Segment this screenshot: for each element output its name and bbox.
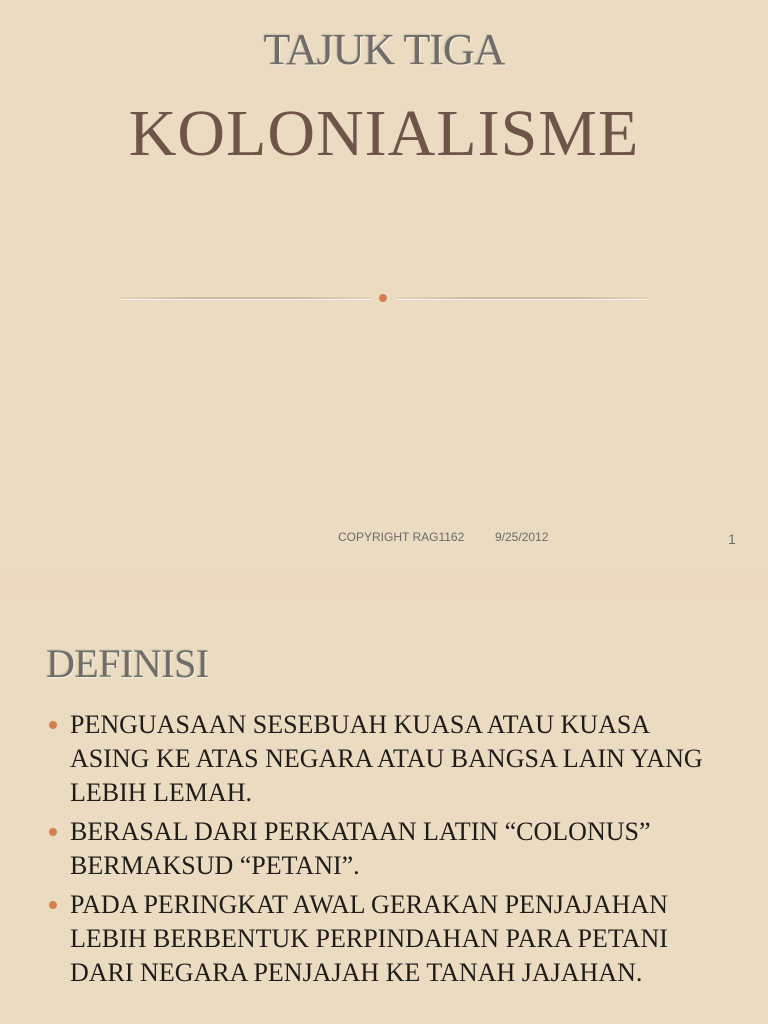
bullet-item <box>48 888 728 990</box>
bullet-text: PENGUASAAN SESEBUAH KUASA ATAU KUASA ASING KE ATAS NEGARA ATAU BANGSA LAIN YANG LEBIH LEMAH. <box>70 710 703 807</box>
bullet-text: BERASAL DARI PERKATAAN LATIN “COLONUS” BERMAKSUD “PETANI”. <box>70 817 651 880</box>
slide-heading: DEFINISI <box>46 641 209 686</box>
page-number: 1 <box>728 531 736 547</box>
slide-title-text: KOLONIALISME <box>128 97 640 170</box>
title-divider <box>120 292 648 304</box>
bullet-dot-icon <box>49 828 57 836</box>
divider-line-left <box>120 297 372 299</box>
slide-definition <box>0 600 768 1024</box>
bullet-item <box>48 815 728 883</box>
bullet-text: PADA PERINGKAT AWAL GERAKAN PENJAJAHAN LEBIH BERBENTUK PERPINDAHAN PARA PETANI DARI NEGARA PENJAJAH KE TANAH JAJAHAN. <box>70 890 668 987</box>
bullet-dot-icon <box>49 901 57 909</box>
bullet-list <box>48 708 728 995</box>
footer-date: 9/25/2012 <box>495 530 549 544</box>
slide-subtitle: TAJUK TIGA <box>263 25 505 74</box>
divider-line-right <box>396 297 648 299</box>
bullet-item <box>48 708 728 810</box>
bullet-dot-icon <box>49 721 57 729</box>
footer-copyright: COPYRIGHT RAG1162 <box>338 530 465 544</box>
dot-icon <box>379 294 387 302</box>
